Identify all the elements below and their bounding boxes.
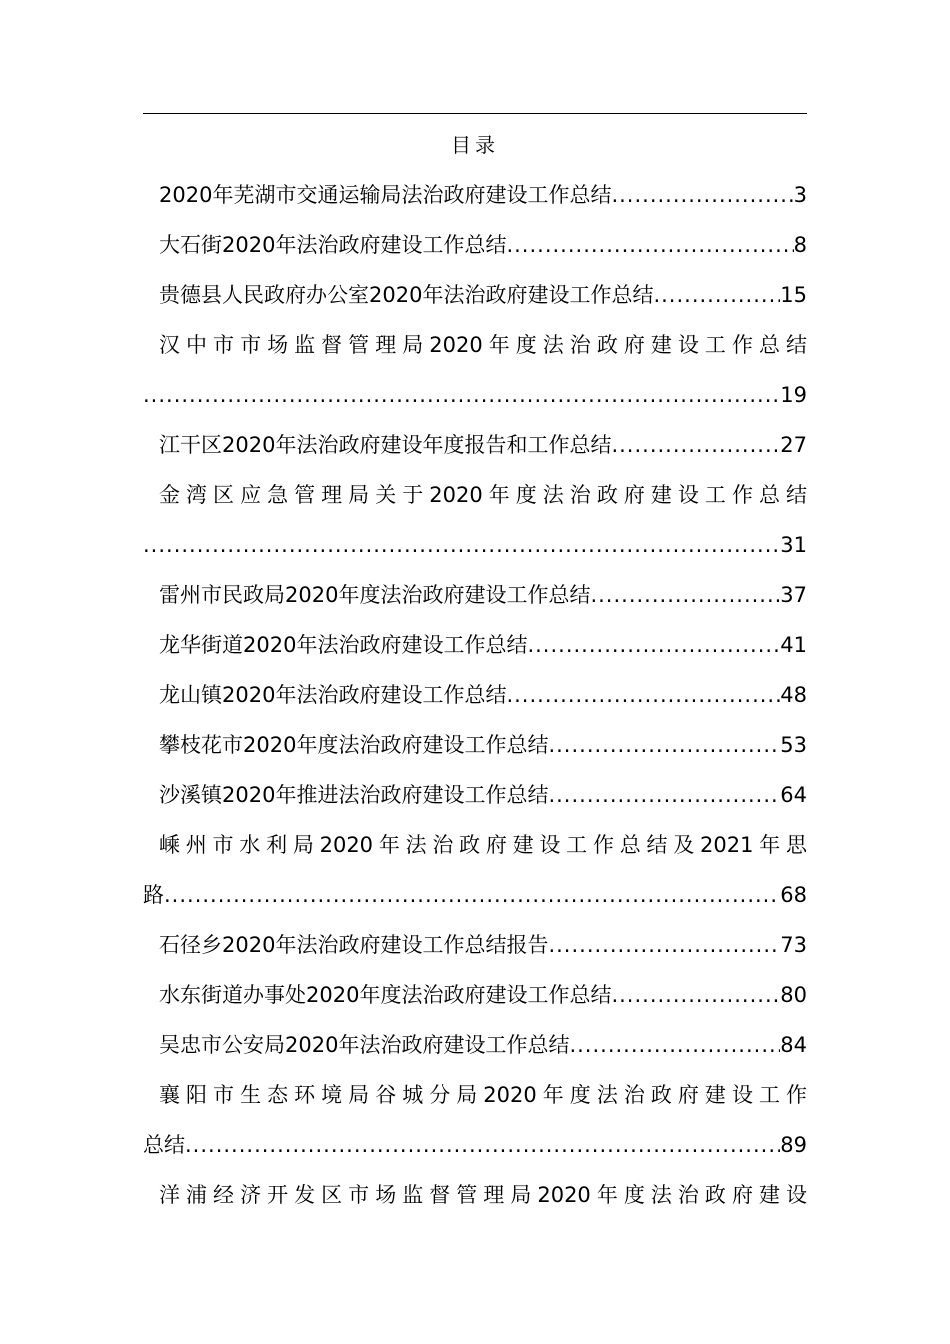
- toc-entry[interactable]: [143, 726, 807, 776]
- toc-entry-title: 汉中市市场监督管理局2020年度法治政府建设工作总结: [159, 333, 807, 357]
- toc-entry-title: 江干区2020年法治政府建设年度报告和工作总结: [159, 433, 612, 457]
- dot-leader: [548, 926, 780, 964]
- toc-entry[interactable]: [143, 226, 807, 276]
- toc-entry-title: 总结: [143, 1133, 185, 1157]
- toc-entry-title: 龙华街道2020年法治政府建设工作总结: [159, 633, 528, 657]
- toc-entry[interactable]: [143, 326, 807, 376]
- dot-leader: [506, 676, 780, 714]
- toc-entry-page: 3: [793, 183, 807, 207]
- toc-entry-continuation[interactable]: [143, 526, 807, 576]
- dot-leader: [527, 626, 780, 664]
- toc-entry[interactable]: [143, 1176, 807, 1226]
- toc-entry-page: 73: [780, 933, 807, 957]
- toc-title: 目录: [451, 133, 499, 157]
- toc-entry-page: 80: [780, 983, 807, 1007]
- toc-entry[interactable]: [143, 626, 807, 676]
- toc-entry[interactable]: [143, 1076, 807, 1126]
- toc-entry-page: 27: [780, 433, 807, 457]
- dot-leader: [548, 776, 780, 814]
- toc-entry[interactable]: [143, 176, 807, 226]
- toc-entry[interactable]: [143, 976, 807, 1026]
- toc-entry[interactable]: [143, 676, 807, 726]
- toc-entry-page: 64: [780, 783, 807, 807]
- toc-entry-title: 金湾区应急管理局关于2020年度法治政府建设工作总结: [159, 483, 807, 507]
- toc-entry-title: 吴忠市公安局2020年法治政府建设工作总结: [159, 1033, 570, 1057]
- dot-leader: [611, 176, 793, 214]
- toc-entry-page: 19: [780, 383, 807, 407]
- toc-entry-continuation[interactable]: [143, 1126, 807, 1176]
- toc-entry-title: 攀枝花市2020年度法治政府建设工作总结: [159, 733, 549, 757]
- toc-entry[interactable]: [143, 776, 807, 826]
- dot-leader: [548, 726, 780, 764]
- toc-entry-continuation[interactable]: [143, 376, 807, 426]
- dot-leader: [611, 976, 780, 1014]
- toc-entry-title: 2020年芜湖市交通运输局法治政府建设工作总结: [159, 183, 612, 207]
- toc-entry[interactable]: [143, 1026, 807, 1076]
- toc-entry[interactable]: [143, 926, 807, 976]
- toc-entry-title: 沙溪镇2020年推进法治政府建设工作总结: [159, 783, 549, 807]
- toc-entry-title: 龙山镇2020年法治政府建设工作总结: [159, 683, 507, 707]
- toc-entry-page: 89: [780, 1133, 807, 1157]
- toc-entry-page: 31: [780, 533, 807, 557]
- toc-entry-title: 嵊州市水利局2020年法治政府建设工作总结及2021年思: [159, 833, 807, 857]
- toc-entry-title: 雷州市民政局2020年度法治政府建设工作总结: [159, 583, 591, 607]
- toc-entry-title: 水东街道办事处2020年度法治政府建设工作总结: [159, 983, 612, 1007]
- toc-entry-page: 37: [780, 583, 807, 607]
- toc-entry-page: 8: [793, 233, 807, 257]
- toc-entry-title: 石径乡2020年法治政府建设工作总结报告: [159, 933, 549, 957]
- toc-entry-page: 41: [780, 633, 807, 657]
- toc-entry-page: 53: [780, 733, 807, 757]
- toc-entry[interactable]: [143, 426, 807, 476]
- toc-entry-title: 路: [143, 883, 164, 907]
- toc-entry[interactable]: [143, 276, 807, 326]
- toc-entry-title: 襄阳市生态环境局谷城分局2020年度法治政府建设工作: [159, 1083, 807, 1107]
- toc-entry-page: 15: [780, 283, 807, 307]
- dot-leader: [164, 876, 780, 914]
- dot-leader: [611, 426, 780, 464]
- toc-entry-page: 68: [780, 883, 807, 907]
- toc-entry[interactable]: [143, 476, 807, 526]
- dot-leader: [653, 276, 780, 314]
- header-rule: [143, 113, 807, 114]
- toc-entry-title: 贵德县人民政府办公室2020年法治政府建设工作总结: [159, 283, 654, 307]
- dot-leader: [143, 526, 780, 564]
- dot-leader: [590, 576, 780, 614]
- toc-entry-page: 48: [780, 683, 807, 707]
- toc-entry-title: 大石街2020年法治政府建设工作总结: [159, 233, 507, 257]
- toc-entry[interactable]: [143, 576, 807, 626]
- dot-leader: [506, 226, 793, 264]
- toc-entry-title: 洋浦经济开发区市场监督管理局2020年度法治政府建设: [159, 1183, 807, 1207]
- toc-entry-page: 84: [780, 1033, 807, 1057]
- dot-leader: [185, 1126, 780, 1164]
- toc-entry[interactable]: [143, 826, 807, 876]
- toc-entry-continuation[interactable]: [143, 876, 807, 926]
- table-of-contents: [143, 176, 807, 1226]
- dot-leader: [569, 1026, 780, 1064]
- dot-leader: [143, 376, 780, 414]
